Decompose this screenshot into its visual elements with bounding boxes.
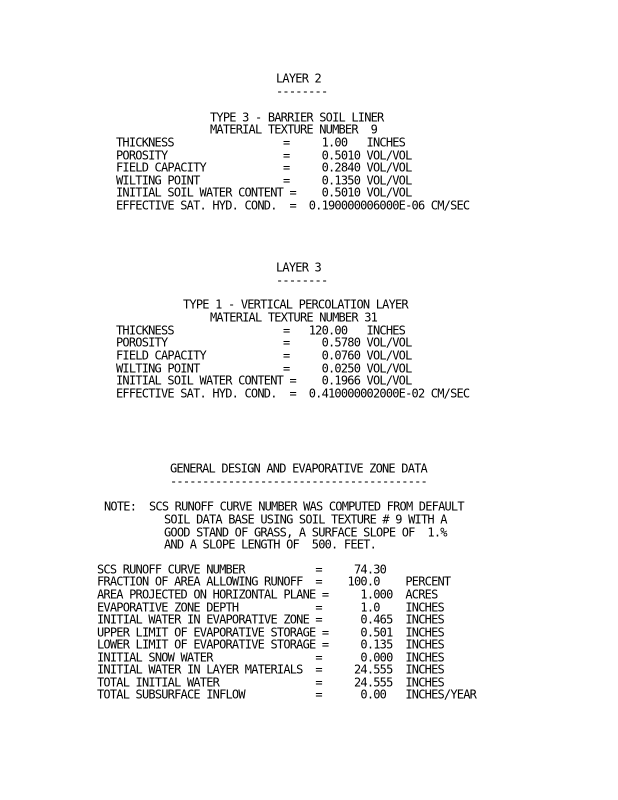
note-line: NOTE: SCS RUNOFF CURVE NUMBER WAS COMPUTED FROM DEFAULT [104,498,464,514]
layer3-row: POROSITY = 0.5780 VOL/VOL [116,334,412,350]
general-row: TOTAL INITIAL WATER = 24.555 INCHES [97,674,444,690]
layer2-row: EFFECTIVE SAT. HYD. COND. = 0.190000006000E-06 CM/SEC [116,197,470,213]
layer3-row: INITIAL SOIL WATER CONTENT = 0.1966 VOL/VOL [116,372,412,388]
layer2-heading: LAYER 2 [276,70,321,86]
note-line: GOOD STAND OF GRASS, A SURFACE SLOPE OF 1.% [164,524,447,540]
layer2-texture-line: MATERIAL TEXTURE NUMBER 9 [210,121,378,137]
layer3-row: EFFECTIVE SAT. HYD. COND. = 0.410000002000E-02 CM/SEC [116,385,470,401]
general-row: FRACTION OF AREA ALLOWING RUNOFF = 100.0 PERCENT [97,573,451,589]
layer3-row: FIELD CAPACITY = 0.0760 VOL/VOL [116,347,412,363]
layer3-heading: LAYER 3 [276,259,321,275]
layer2-row: WILTING POINT = 0.1350 VOL/VOL [116,172,412,188]
general-row: EVAPORATIVE ZONE DEPTH = 1.0 INCHES [97,599,444,615]
layer3-row: THICKNESS = 120.00 INCHES [116,322,406,338]
note-line: AND A SLOPE LENGTH OF 500. FEET. [164,536,377,552]
layer3-type-line: TYPE 1 - VERTICAL PERCOLATION LAYER [183,296,408,312]
layer3-rule: -------- [276,272,328,288]
general-row: TOTAL SUBSURFACE INFLOW = 0.00 INCHES/YEAR [97,686,477,702]
layer2-row: THICKNESS = 1.00 INCHES [116,134,406,150]
general-heading: GENERAL DESIGN AND EVAPORATIVE ZONE DATA [170,460,427,476]
layer2-rule: -------- [276,83,328,99]
layer2-type-line: TYPE 3 - BARRIER SOIL LINER [210,109,384,125]
general-row: UPPER LIMIT OF EVAPORATIVE STORAGE = 0.501 INCHES [97,624,444,640]
layer2-row: INITIAL SOIL WATER CONTENT = 0.5010 VOL/VOL [116,184,412,200]
general-row: AREA PROJECTED ON HORIZONTAL PLANE = 1.000 ACRES [97,586,438,602]
layer3-row: WILTING POINT = 0.0250 VOL/VOL [116,360,412,376]
general-row: INITIAL WATER IN EVAPORATIVE ZONE = 0.465 INCHES [97,611,444,627]
note-line: SOIL DATA BASE USING SOIL TEXTURE # 9 WITH A [164,511,447,527]
general-rule: ---------------------------------------- [170,473,427,489]
layer3-texture-line: MATERIAL TEXTURE NUMBER 31 [210,309,378,325]
layer2-row: POROSITY = 0.5010 VOL/VOL [116,147,412,163]
general-row: INITIAL WATER IN LAYER MATERIALS = 24.555 INCHES [97,661,444,677]
general-row: LOWER LIMIT OF EVAPORATIVE STORAGE = 0.135 INCHES [97,636,444,652]
layer2-row: FIELD CAPACITY = 0.2840 VOL/VOL [116,159,412,175]
general-row: INITIAL SNOW WATER = 0.000 INCHES [97,649,444,665]
general-row: SCS RUNOFF CURVE NUMBER = 74.30 [97,561,387,577]
